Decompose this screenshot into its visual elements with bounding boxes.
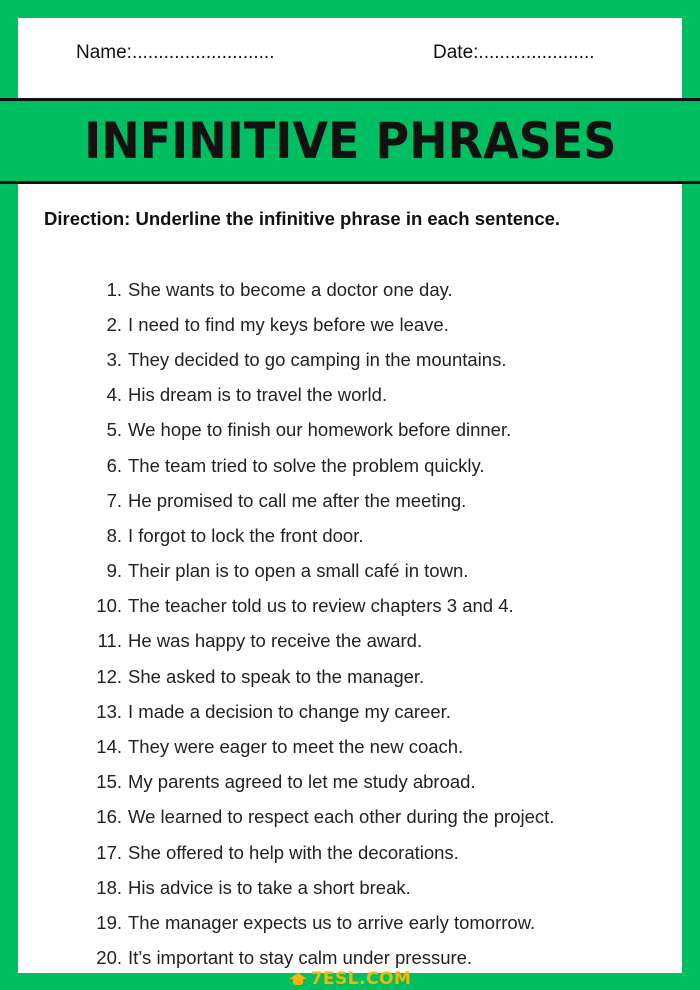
item-sentence: She wants to become a doctor one day. (128, 278, 453, 300)
list-item (78, 342, 554, 377)
list-item (78, 800, 554, 835)
item-sentence: He promised to call me after the meeting. (128, 489, 467, 511)
list-item (78, 624, 554, 659)
logo-text: 7ESL.COM (310, 969, 412, 989)
list-item (78, 378, 554, 413)
list-item (78, 659, 554, 694)
graduation-cap-icon (289, 972, 307, 986)
item-number: 5. (106, 419, 122, 441)
sentence-list (78, 272, 554, 976)
header-row (18, 18, 682, 80)
title-banner (0, 98, 700, 184)
item-number: 3. (106, 348, 122, 370)
item-sentence: I forgot to lock the front door. (128, 524, 364, 546)
worksheet (18, 18, 682, 973)
list-item (78, 589, 554, 624)
item-number: 12. (96, 665, 122, 687)
item-number: 8. (106, 524, 122, 546)
item-number: 6. (106, 454, 122, 476)
item-number: 20. (96, 947, 122, 969)
item-number: 19. (96, 911, 122, 933)
item-sentence: She offered to help with the decorations. (128, 841, 459, 863)
item-number: 14. (96, 736, 122, 758)
item-number: 17. (96, 841, 122, 863)
list-item (78, 870, 554, 905)
name-field: Name:........................... (76, 42, 275, 63)
item-sentence: They decided to go camping in the mountains. (128, 348, 507, 370)
item-number: 7. (106, 489, 122, 511)
item-number: 15. (96, 771, 122, 793)
item-sentence: They were eager to meet the new coach. (128, 736, 464, 758)
item-sentence: We learned to respect each other during the project. (128, 806, 555, 828)
footer (0, 968, 700, 990)
list-item (78, 272, 554, 307)
item-number: 2. (106, 313, 122, 335)
item-sentence: I made a decision to change my career. (128, 700, 451, 722)
item-number: 9. (106, 560, 122, 582)
date-field: Date:...................... (433, 42, 595, 63)
item-sentence: It’s important to stay calm under pressure. (128, 947, 473, 969)
item-sentence: Their plan is to open a small café in town. (128, 560, 469, 582)
item-sentence: The teacher told us to review chapters 3 and 4. (128, 595, 514, 617)
list-item (78, 694, 554, 729)
item-sentence: The manager expects us to arrive early tomorrow. (128, 911, 536, 933)
list-item (78, 905, 554, 940)
list-item (78, 448, 554, 483)
list-item (78, 835, 554, 870)
item-sentence: His dream is to travel the world. (128, 384, 388, 406)
list-item (78, 729, 554, 764)
item-sentence: He was happy to receive the award. (128, 630, 423, 652)
brand-logo[interactable] (289, 969, 412, 989)
item-sentence: My parents agreed to let me study abroad. (128, 771, 476, 793)
list-item (78, 765, 554, 800)
item-number: 1. (106, 278, 122, 300)
item-sentence: The team tried to solve the problem quickly. (128, 454, 485, 476)
list-item (78, 307, 554, 342)
item-number: 10. (96, 595, 122, 617)
item-number: 4. (106, 384, 122, 406)
list-item (78, 483, 554, 518)
item-sentence: She asked to speak to the manager. (128, 665, 425, 687)
item-number: 16. (96, 806, 122, 828)
item-sentence: We hope to finish our homework before dinner. (128, 419, 512, 441)
item-number: 13. (96, 700, 122, 722)
list-item (78, 518, 554, 553)
item-number: 18. (96, 876, 122, 898)
direction-text: Direction: Underline the infinitive phrase in each sentence. (44, 208, 561, 229)
item-sentence: His advice is to take a short break. (128, 876, 411, 898)
list-item (78, 413, 554, 448)
page-title: INFINITIVE PHRASES (83, 112, 617, 170)
item-number: 11. (97, 630, 122, 652)
item-sentence: I need to find my keys before we leave. (128, 313, 449, 335)
list-item (78, 554, 554, 589)
